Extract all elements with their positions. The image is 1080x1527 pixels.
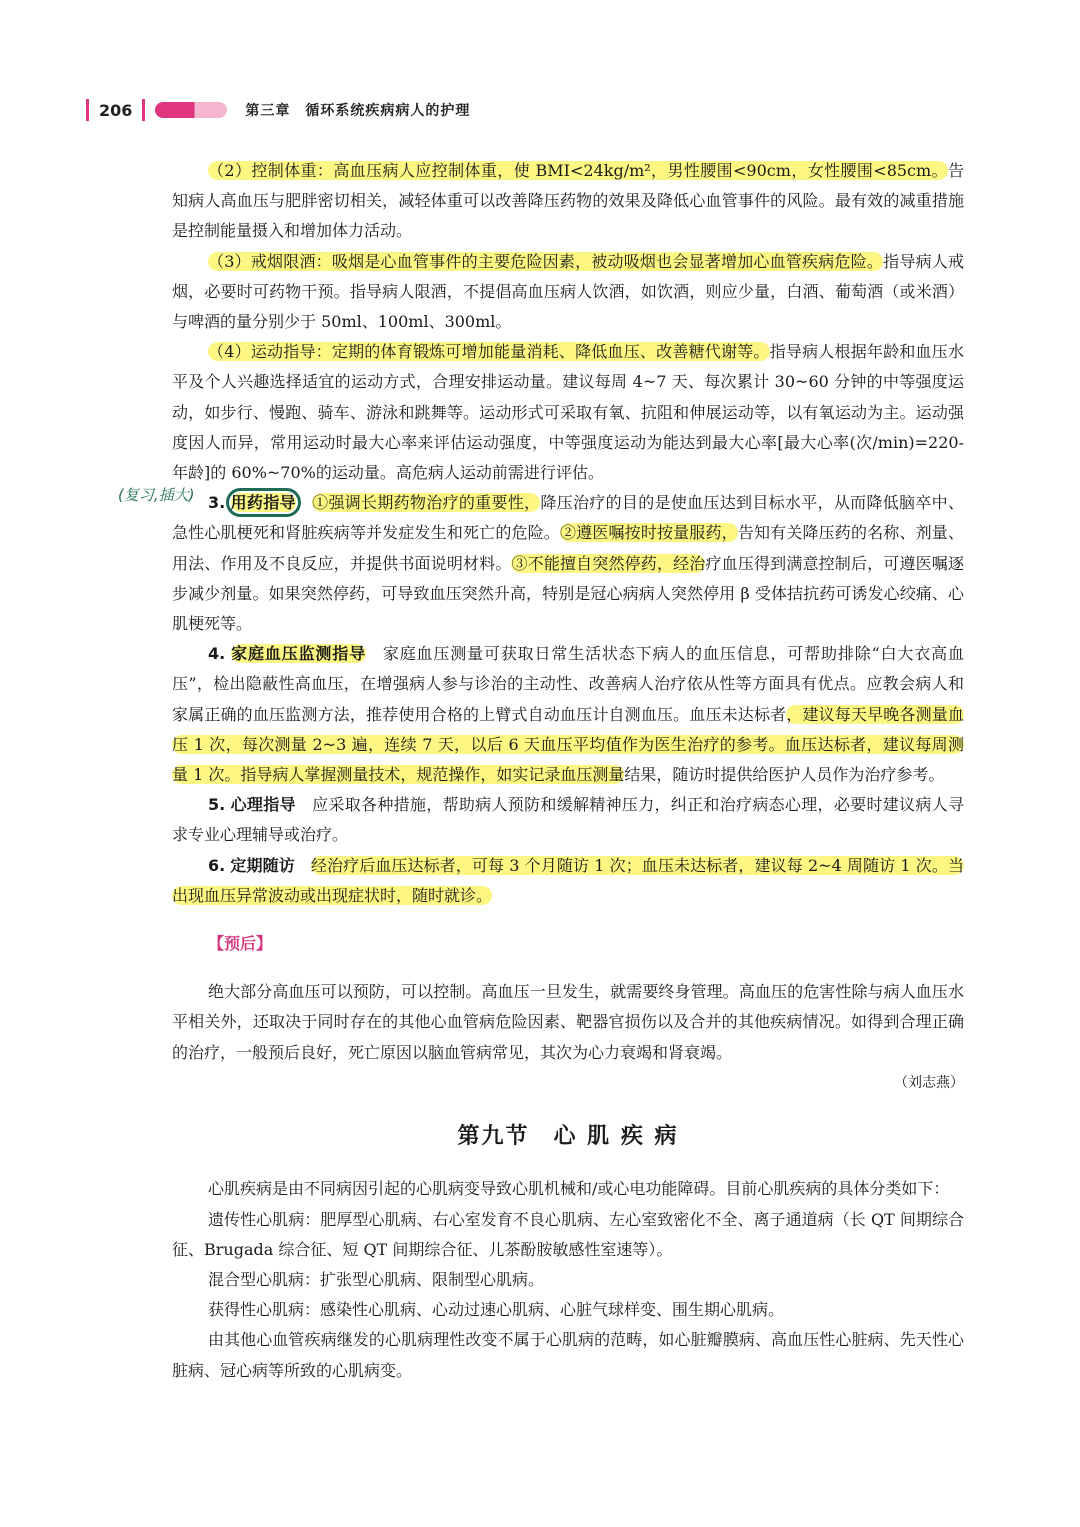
item-number: 3. — [208, 493, 226, 513]
handwritten-margin-note: (复习,插大) — [118, 486, 195, 504]
item-title-home-bp: 家庭血压监测指导 — [231, 644, 366, 664]
text: 告知病人高血压与肥胖密切相关，减轻体重可以改善降压药物的效果及降低心血管事件的风险。最有效的减重措施是控制能量摄入和增加体力活动。 — [172, 161, 964, 241]
text: 家庭血压测量可获取日常生活状态下病人的血压信息，可帮助排除“白大衣高血压”，检出隐蔽性高血压，在增强病人参与诊治的主动性、改善病人治疗依从性等方面具有优点。应教会病人和家属正确的血压监测方法，推荐使用合格的上臂式自动血压计自测血压。血压未达标者 — [172, 644, 964, 724]
header-bar-left — [86, 99, 89, 121]
page-number: 206 — [99, 100, 133, 120]
paragraph-genetic: 遗传性心肌病：肥厚型心肌病、右心室发育不良心肌病、左心室致密化不全、离子通道病（长 QT 间期综合征、Brugada 综合征、短 QT 间期综合征、儿茶酚胺敏感性室速等）。 — [172, 1209, 964, 1259]
item-number: 4. — [208, 644, 226, 664]
paragraph-cardiomyopathy-intro: 心肌疾病是由不同病因引起的心肌病变导致心肌机械和/或心电功能障碍。目前心肌疾病的具体分类如下： — [208, 1179, 950, 1199]
text: 结果，随访时提供给医护人员作为治疗参考。 — [624, 765, 945, 785]
text: 降压治疗的目的是使血压达到目标水平，从而降低脑卒中、急性心肌梗死和肾脏疾病等并发症发生和死亡的危险。 — [172, 493, 964, 543]
paragraph-smoking-alcohol — [172, 247, 964, 338]
highlight: ①强调长期药物治疗的重要性， — [312, 493, 541, 513]
text: 疗血压得到满意控制后，可遵医嘱逐步减少剂量。如果突然停药，可导致血压突然升高，特别是冠心病病人突然停用 β 受体拮抗药可诱发心绞痛、心肌梗死等。 — [172, 553, 964, 634]
paragraph-prognosis: 绝大部分高血压可以预防，可以控制。高血压一旦发生，就需要终身管理。高血压的危害性除与病人血压水平相关外，还取决于同时存在的其他心血管病危险因素、靶器官损伤以及合并的其他疾病情况。如得到合理正确的治疗，一般预后良好，死亡原因以脑血管病常见，其次为心力衰竭和肾衰竭。 — [172, 982, 964, 1062]
page-body — [172, 156, 964, 1386]
chapter-title: 第三章 循环系统疾病病人的护理 — [245, 103, 471, 119]
paragraph-secondary: 由其他心血管疾病继发的心肌病理性改变不属于心肌病的范畴，如心脏瓣膜病、高血压性心脏病、先天性心脏病、冠心病等所致的心肌病变。 — [172, 1330, 964, 1380]
prognosis-heading: 【预后】 — [208, 934, 273, 954]
paragraph-acquired: 获得性心肌病：感染性心肌病、心动过速心肌病、心脏气球样变、围生期心肌病。 — [208, 1300, 785, 1320]
paragraph-followup — [172, 851, 964, 911]
item-title-medication: 用药指导 — [230, 493, 296, 513]
item-number: 5. — [208, 795, 226, 815]
text: 指导病人根据年龄和血压水平及个人兴趣选择适宜的运动方式，合理安排运动量。建议每周 4~7 天、每次累计 30~60 分钟的中等强度运动，如步行、慢跑、骑车、游泳和跳舞等。运动形式可采取有氧、抗阻和伸展运动等，以有氧运动为主。运动强度因人而异，常用运动时最大心率来评估运动强度，中等强度运动为能达到最大心率[最大心率(次/min)=220-年龄]的 60%~70%的运动量。高危病人运动前需进行评估。 — [172, 342, 964, 483]
item-title-followup: 定期随访 — [230, 855, 295, 875]
paragraph-exercise — [172, 337, 964, 488]
text: 指导病人戒烟，必要时可药物干预。指导病人限酒，不提倡高血压病人饮酒，如饮酒，则应少量，白酒、葡萄酒（或米酒）与啤酒的量分别少于 50ml、100ml、300ml。 — [172, 251, 964, 332]
highlight: ②遵医嘱按时按量服药， — [559, 523, 738, 543]
paragraph-psychology — [172, 790, 964, 850]
highlight: （4）运动指导：定期的体育锻炼可增加能量消耗、降低血压、改善糖代谢等。 — [208, 342, 770, 362]
highlight: ③不能擅自突然停药，经治 — [511, 553, 706, 573]
paragraph-medication — [172, 488, 964, 639]
paragraph-mixed: 混合型心肌病：扩张型心肌病、限制型心肌病。 — [208, 1269, 545, 1289]
text: 应采取各种措施，帮助病人预防和缓解精神压力，纠正和治疗病态心理，必要时建议病人寻求专业心理辅导或治疗。 — [172, 795, 964, 845]
highlight: （2）控制体重：高血压病人应控制体重，使 BMI<24kg/m²，男性腰围<90cm，女性腰围<85cm。 — [208, 161, 948, 180]
highlight: （3）戒烟限酒：吸烟是心血管事件的主要危险因素，被动吸烟也会显著增加心血管疾病危险。 — [208, 251, 884, 271]
item-number: 6. — [208, 855, 226, 875]
highlight: ，建议每天早晚各测量血压 1 次，每次测量 2~3 遍，连续 7 天，以后 6 天血压平均值作为医生治疗的参考。血压达标者，建议每周测量 1 次。指导病人掌握测量技术，规范操作，如实记录血压测量 — [172, 704, 964, 785]
item-title-psychology: 心理指导 — [230, 795, 296, 815]
paragraph-home-bp — [172, 639, 964, 790]
section-title: 第九节 心 肌 疾 病 — [457, 1124, 679, 1150]
page-header — [86, 96, 470, 124]
header-pill-decoration — [155, 102, 227, 118]
paragraph-weight-control — [172, 156, 964, 247]
highlight: 经治疗后血压达标者，可每 3 个月随访 1 次；血压未达标者，建议每 2~4 周随访 1 次。当出现血压异常波动或出现症状时，随时就诊。 — [172, 855, 964, 905]
header-bar-right — [142, 99, 145, 121]
author: （刘志燕） — [894, 1074, 964, 1091]
text: 告知有关降压药的名称、剂量、用法、作用及不良反应，并提供书面说明材料。 — [172, 523, 964, 573]
